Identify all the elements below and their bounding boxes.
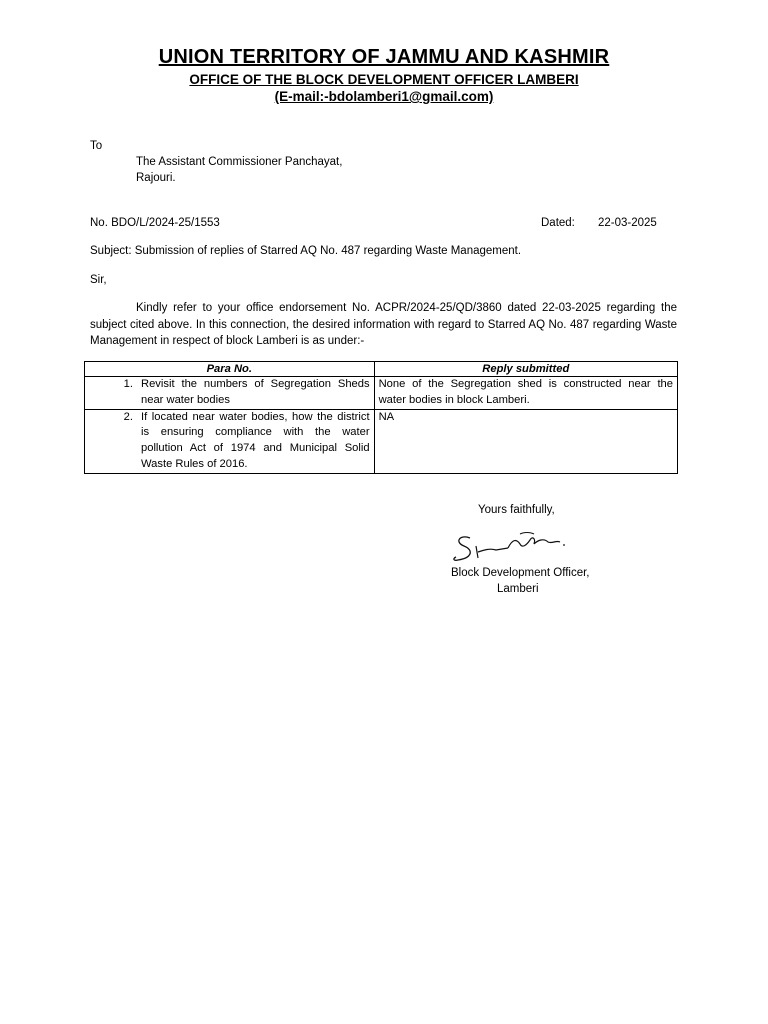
reply-cell: NA bbox=[374, 409, 677, 473]
para-text: If located near water bodies, how the district is ensuring compliance with the water pollution Act of 1974 and Municipal Solid Waste Rules of 2016. bbox=[141, 410, 370, 470]
para-number: 2. bbox=[123, 410, 133, 423]
signatory-place: Lamberi bbox=[497, 583, 539, 595]
para-number: 1. bbox=[123, 378, 133, 390]
subject-line: Subject: Submission of replies of Starred AQ No. 487 regarding Waste Management. bbox=[90, 245, 522, 257]
reference-number: No. BDO/L/2024-25/1553 bbox=[90, 217, 220, 229]
table-row bbox=[85, 409, 678, 473]
reply-cell: None of the Segregation shed is constructed near the water bodies in block Lamberi. bbox=[374, 377, 677, 410]
dated-label: Dated: bbox=[541, 217, 575, 229]
header-para-no: Para No. bbox=[85, 362, 375, 377]
reply-table bbox=[84, 361, 678, 474]
yours-faithfully: Yours faithfully, bbox=[478, 504, 555, 516]
recipient-line-2: Rajouri. bbox=[136, 172, 176, 184]
recipient-line-1: The Assistant Commissioner Panchayat, bbox=[136, 156, 343, 168]
signature bbox=[450, 524, 570, 566]
letter-date: 22-03-2025 bbox=[598, 217, 657, 229]
letterhead-email: (E-mail:-bdolamberi1@gmail.com) bbox=[274, 89, 494, 104]
para-cell bbox=[85, 409, 375, 473]
table-row bbox=[85, 377, 678, 410]
letterhead-title: UNION TERRITORY OF JAMMU AND KASHMIR bbox=[158, 46, 610, 68]
para-text: Revisit the numbers of Segregation Sheds near water bodies bbox=[141, 378, 370, 406]
body-paragraph bbox=[90, 300, 677, 350]
header-reply: Reply submitted bbox=[374, 362, 677, 377]
body-text: Kindly refer to your office endorsement No. ACPR/2024-25/QD/3860 dated 22-03-2025 regarding the subject cited above. In this connection, the desired information with regard to Starred AQ No. 487 regarding Waste Management in respect of block Lamberi is as under:- bbox=[90, 302, 677, 347]
signatory-designation: Block Development Officer, bbox=[451, 567, 590, 579]
letterhead-office: OFFICE OF THE BLOCK DEVELOPMENT OFFICER LAMBERI bbox=[189, 72, 579, 87]
to-label: To bbox=[90, 140, 103, 152]
para-cell bbox=[85, 377, 375, 410]
salutation: Sir, bbox=[90, 274, 107, 286]
table-header-row bbox=[85, 362, 678, 377]
